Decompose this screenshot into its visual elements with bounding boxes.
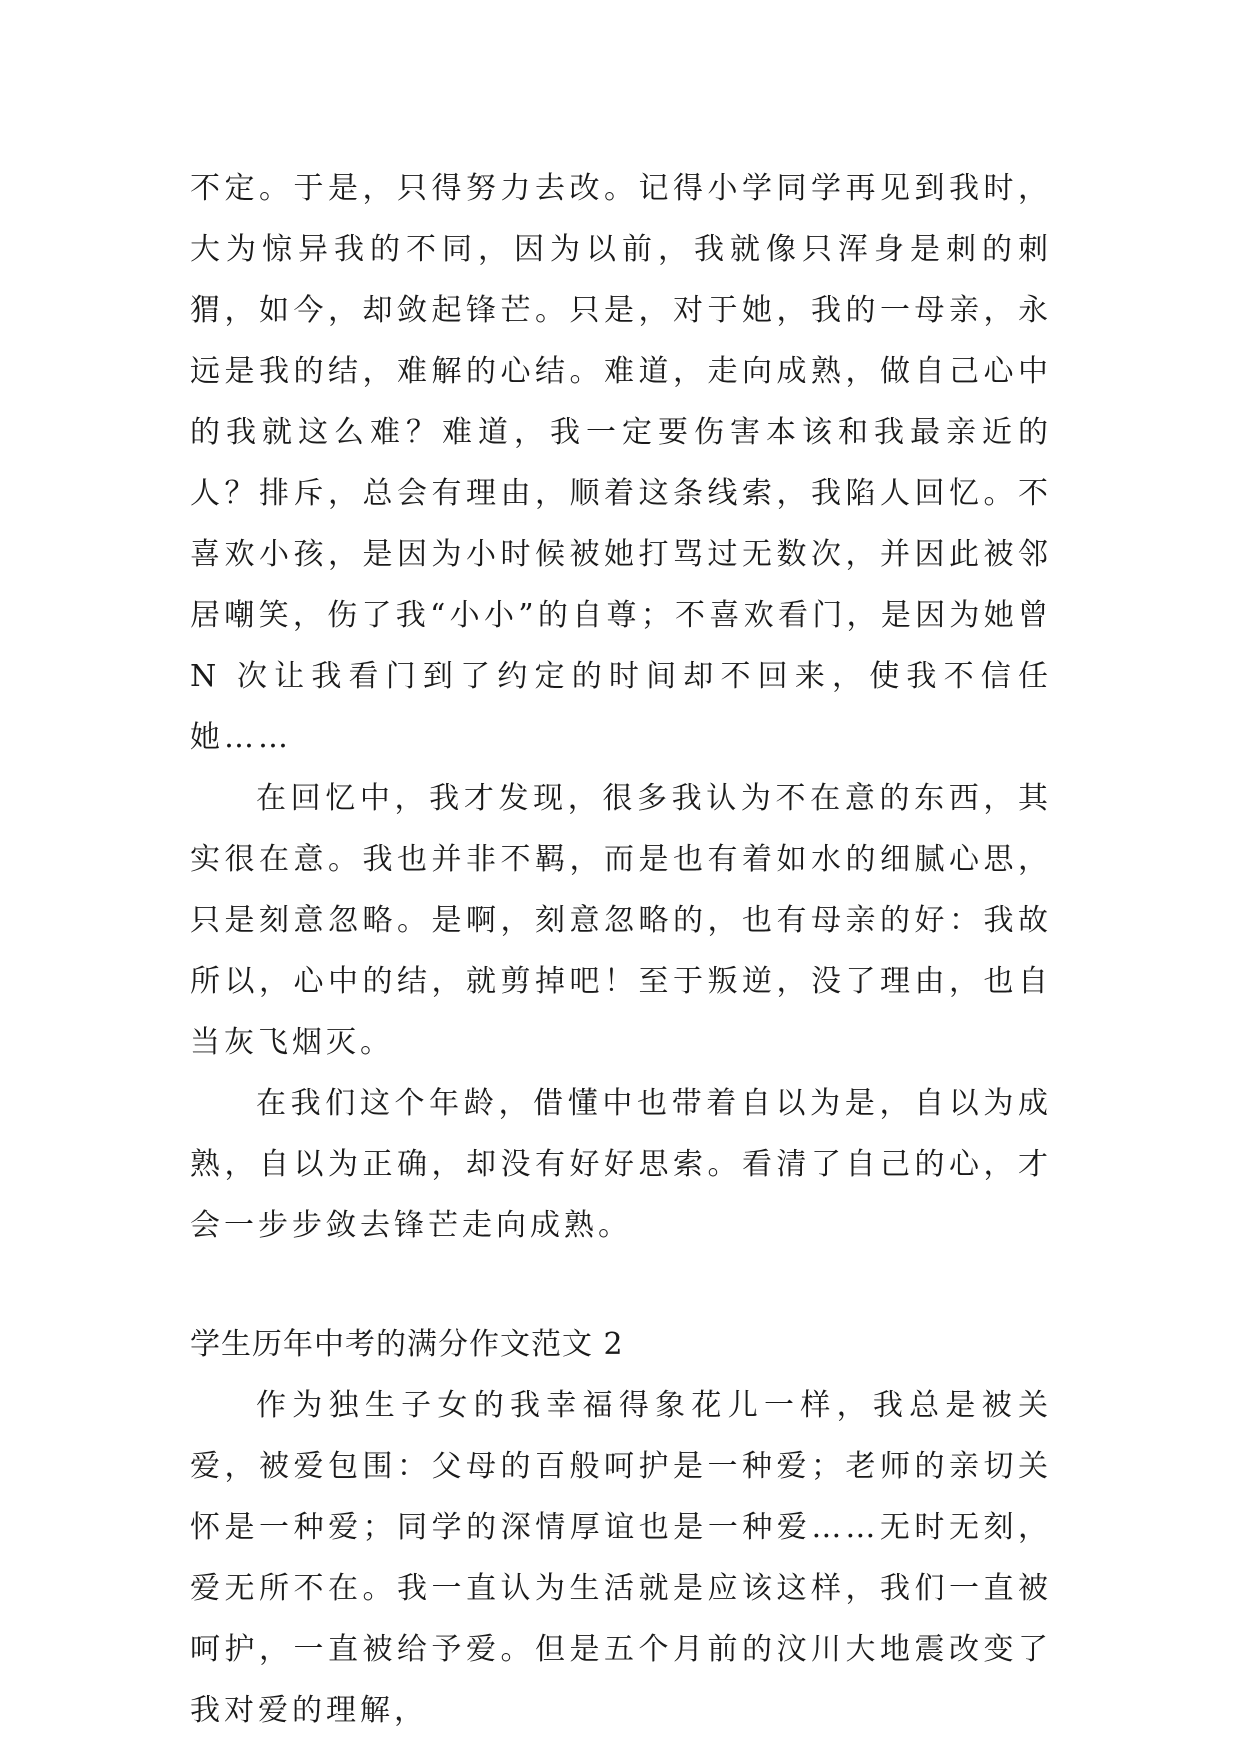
paragraph-essay-2-intro: 作为独生子女的我幸福得象花儿一样，我总是被关爱，被爱包围：父母的百般呵护是一种爱；老师的亲切关怀是一种爱；同学的深情厚谊也是一种爱……无时无刻，爱无所不在。我一直认为生活就是应该这样，我们一直被呵护，一直被给予爱。但是五个月前的汶川大地震改变了我对爱的理解，: [190, 1388, 1052, 1728]
section-spacer: [190, 1256, 1052, 1314]
document-body: [190, 158, 1052, 1741]
section-title: 学生历年中考的满分作文范文 2: [190, 1327, 624, 1362]
paragraph-conclusion: 在我们这个年龄，借懂中也带着自以为是，自以为成熟，自以为正确，却没有好好思索。看清了自己的心，才会一步步敛去锋芒走向成熟。: [190, 1086, 1052, 1243]
paragraph-recollection: 在回忆中，我才发现，很多我认为不在意的东西，其实很在意。我也并非不羁，而是也有着如水的细腻心思，只是刻意忽略。是啊，刻意忽略的，也有母亲的好：我故所以，心中的结，就剪掉吧！至于叛逆，没了理由，也自当灰飞烟灭。: [190, 781, 1052, 1060]
paragraph-continued: 不定。于是，只得努力去改。记得小学同学再见到我时，大为惊异我的不同，因为以前，我就像只浑身是刺的刺猬，如今，却敛起锋芒。只是，对于她，我的一母亲，永远是我的结，难解的心结。难道，走向成熟，做自己心中的我就这么难？难道，我一定要伤害本该和我最亲近的人？排斥，总会有理由，顺着这条线索，我陷人回忆。不喜欢小孩，是因为小时候被她打骂过无数次，并因此被邻居嘲笑，伤了我“小小”的自尊；不喜欢看门，是因为她曾 N 次让我看门到了约定的时间却不回来，使我不信任她……: [190, 171, 1052, 755]
